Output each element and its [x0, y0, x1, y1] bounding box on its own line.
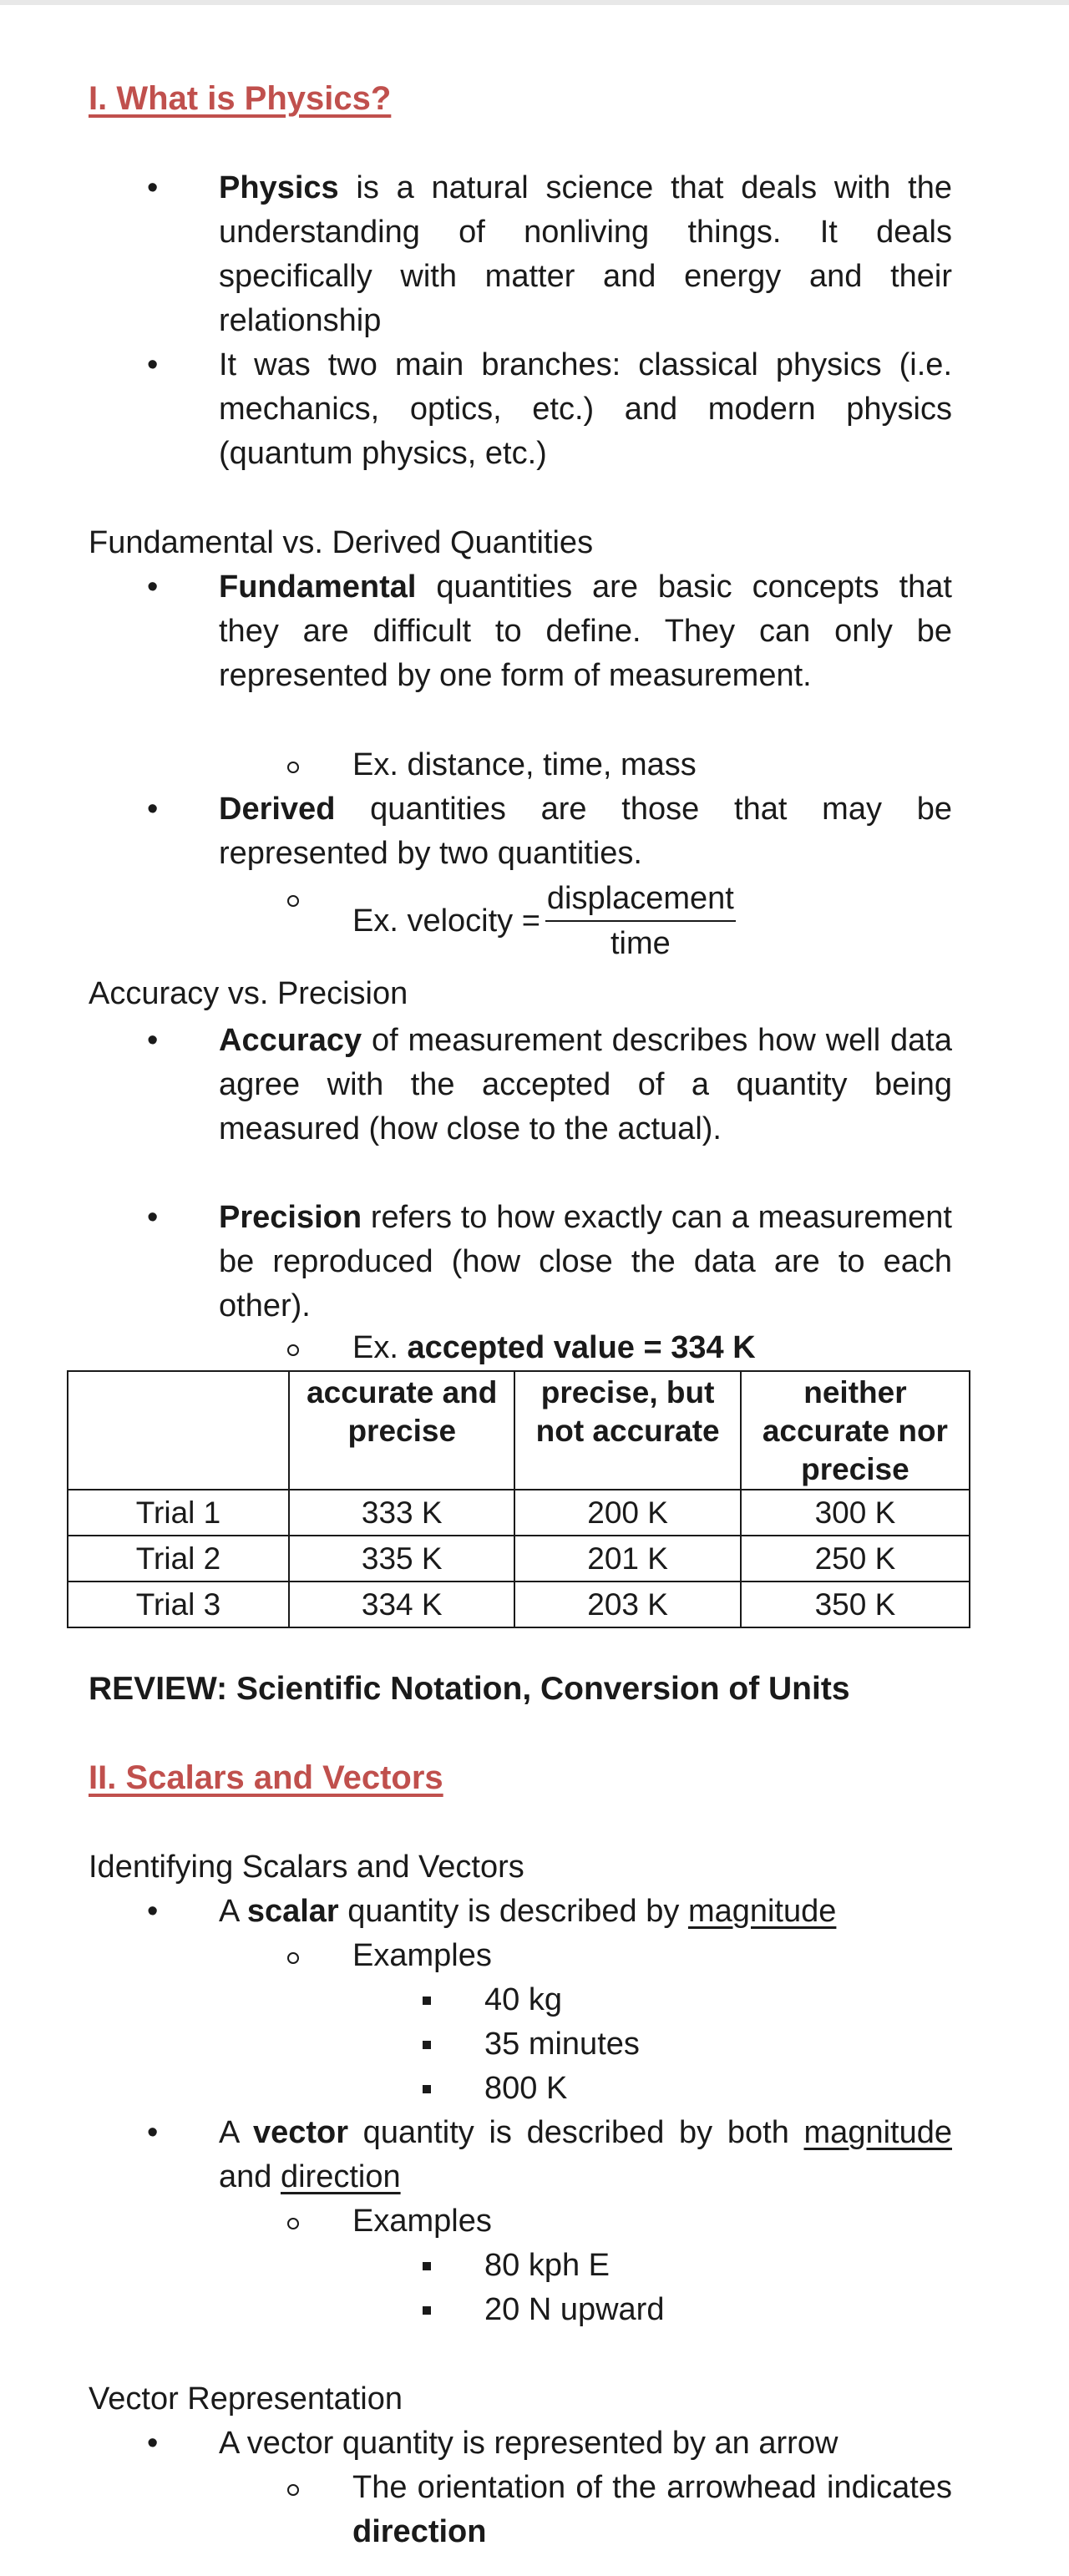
fraction-numerator: displacement	[545, 877, 736, 922]
term-physics: Physics	[219, 170, 339, 205]
table-row	[68, 1582, 970, 1627]
table-header-cell: precise, but not accurate	[514, 1371, 740, 1490]
table-cell: 333 K	[289, 1490, 514, 1536]
term-fundamental: Fundamental	[219, 569, 417, 605]
scalar-example-item: 40 kg	[484, 1978, 562, 2022]
bullet-physics-definition	[219, 166, 952, 343]
text: and	[219, 2159, 281, 2194]
bullet-text: refers to how exactly can a measurement be reproduced (how close the data are to each other).	[219, 1200, 952, 1323]
heading-accuracy-precision: Accuracy vs. Precision	[89, 976, 408, 1011]
bullet-derived	[219, 787, 952, 876]
table-cell: Trial 3	[68, 1582, 289, 1627]
scalar-example-item: 800 K	[484, 2067, 567, 2111]
term-derived: Derived	[219, 792, 336, 827]
bullet-text: quantities are basic concepts that they are difficult to define. They can only be represented by one form of measurement.	[219, 569, 952, 693]
accepted-value: accepted value = 334 K	[407, 1330, 756, 1365]
example-accepted-value	[352, 1326, 952, 1370]
bullet-scalar	[219, 1890, 970, 1934]
section-title-scalars-vectors: II. Scalars and Vectors	[89, 1759, 443, 1796]
term-precision: Precision	[219, 1200, 362, 1235]
bullet-text: is a natural science that deals with the understanding of nonliving things. It deals specifically with matter and energy and their relationship	[219, 170, 952, 338]
vector-examples-label: Examples	[352, 2199, 952, 2244]
table-header-cell	[68, 1371, 289, 1490]
arrowhead-direction-note	[352, 2466, 952, 2554]
bullet-text: quantities are those that may be represented by two quantities.	[219, 792, 952, 871]
scalar-examples-label: Examples	[352, 1934, 952, 1978]
table-cell: 250 K	[741, 1536, 970, 1582]
trials-table	[67, 1370, 970, 1628]
vector-example-item: 20 N upward	[484, 2288, 664, 2332]
table-cell: 335 K	[289, 1536, 514, 1582]
table-cell: 200 K	[514, 1490, 740, 1536]
term-magnitude: magnitude	[687, 1894, 837, 1929]
text: quantity is described by both	[348, 2115, 804, 2150]
heading-identifying: Identifying Scalars and Vectors	[89, 1850, 524, 1885]
bullet-text: of measurement describes how well data agree with the accepted of a quantity being measured (how close to the actual).	[219, 1023, 952, 1146]
table-header-cell: accurate and precise	[289, 1371, 514, 1490]
term-scalar: scalar	[246, 1894, 339, 1929]
heading-vector-representation: Vector Representation	[89, 2381, 403, 2417]
bullet-text: It was two main branches: classical physics (i.e. mechanics, optics, etc.) and modern physics (quantum physics, etc.)	[219, 347, 952, 471]
bullet-fundamental	[219, 565, 952, 698]
table-cell: Trial 2	[68, 1536, 289, 1582]
table-cell: 334 K	[289, 1582, 514, 1627]
table-cell: 203 K	[514, 1582, 740, 1627]
table-cell: 350 K	[741, 1582, 970, 1627]
review-line: REVIEW: Scientific Notation, Conversion of Units	[89, 1671, 850, 1707]
text: A	[219, 2115, 253, 2150]
table-header-row	[68, 1371, 970, 1490]
text: quantity is described by	[338, 1894, 688, 1929]
fraction-denominator: time	[610, 926, 671, 961]
table-row	[68, 1490, 970, 1536]
top-divider	[0, 0, 1069, 5]
bullet-vector	[219, 2111, 952, 2199]
term-vector: vector	[252, 2115, 348, 2150]
table-row	[68, 1536, 970, 1582]
table-header-cell: neither accurate nor precise	[741, 1371, 970, 1490]
example-fundamental: Ex. distance, time, mass	[352, 743, 952, 787]
heading-fundamental-derived: Fundamental vs. Derived Quantities	[89, 525, 594, 560]
table-cell: 201 K	[514, 1536, 740, 1582]
term-direction: direction	[352, 2514, 487, 2549]
vector-example-item: 80 kph E	[484, 2244, 610, 2288]
text: The orientation of the arrowhead indicates	[352, 2470, 952, 2505]
bullet-arrow: • A vector quantity is represented by an arrow	[219, 2422, 970, 2466]
example-velocity	[352, 877, 952, 965]
velocity-fraction	[545, 877, 736, 965]
table-cell: Trial 1	[68, 1490, 289, 1536]
example-velocity-prefix: Ex. velocity =	[352, 903, 540, 939]
text: A	[219, 1894, 247, 1929]
table-cell: 300 K	[741, 1490, 970, 1536]
bullet-branches	[219, 343, 952, 476]
term-magnitude: magnitude	[803, 2115, 952, 2150]
example-prefix: Ex.	[352, 1330, 408, 1365]
term-direction: direction	[280, 2159, 401, 2194]
bullet-precision	[219, 1196, 952, 1328]
term-accuracy: Accuracy	[219, 1023, 362, 1058]
scalar-example-item: 35 minutes	[484, 2022, 640, 2067]
section-title-what-is-physics: I. What is Physics?	[89, 80, 392, 117]
bullet-accuracy	[219, 1019, 952, 1151]
